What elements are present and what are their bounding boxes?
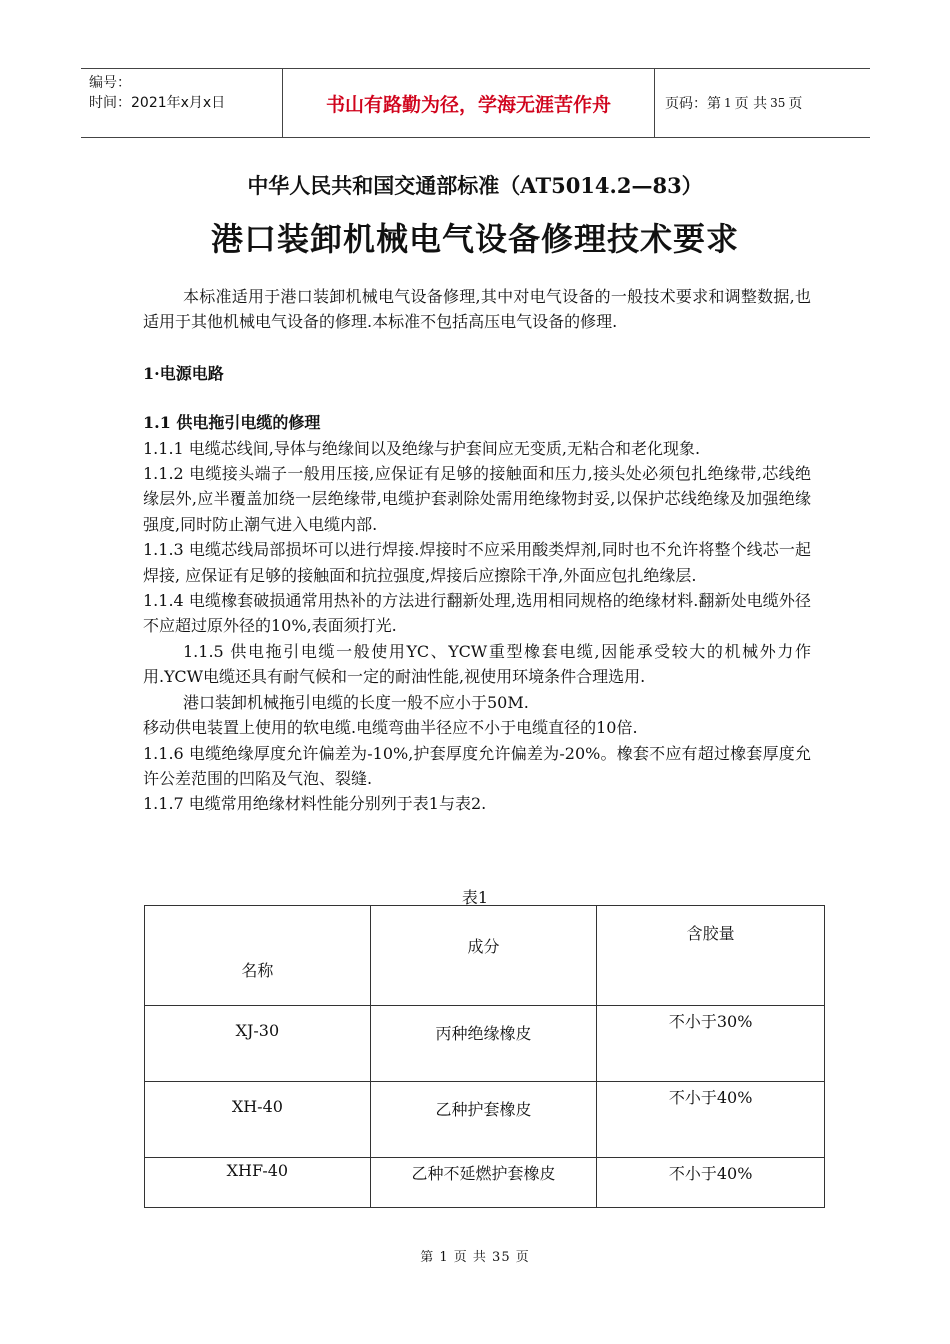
cell-name: XJ-30 [145, 1006, 371, 1082]
paragraph-1-1-5-bend: 移动供电装置上使用的软电缆.电缆弯曲半径应不小于电缆直径的10倍. [143, 718, 638, 738]
table-row [145, 1006, 825, 1082]
document-body [143, 284, 811, 817]
table-header-row [145, 906, 825, 1006]
cell-name: XHF-40 [145, 1158, 371, 1208]
page-footer: 第 1 页 共 35 页 [420, 1250, 530, 1265]
page-header [81, 68, 870, 138]
paragraph-1-1-7: 1.1.7 电缆常用绝缘材料性能分别列于表1与表2. [143, 794, 487, 814]
paragraph-1-1-3: 1.1.3 电缆芯线局部损坏可以进行焊接.焊接时不应采用酸类焊剂,同时也不允许将整个线芯一起焊接, 应保证有足够的接触面和抗拉强度,焊接后应擦除干净,外面应包扎绝缘层. [143, 540, 811, 585]
header-name: 名称 [145, 906, 371, 1006]
material-table [144, 905, 825, 1208]
header-page-mid: 页 共 [734, 96, 768, 112]
document-subtitle: 中华人民共和国交通部标准（AT5014.2—83） [247, 173, 703, 198]
cell-composition: 乙种不延燃护套橡皮 [370, 1158, 597, 1208]
header-number-label: 编号： [89, 75, 131, 91]
cell-rubber-content: 不小于30% [597, 1006, 825, 1082]
header-page-suffix: 页 [788, 96, 803, 112]
table-caption: 表1 [461, 888, 489, 907]
cell-composition: 丙种绝缘橡皮 [370, 1006, 597, 1082]
header-time-label: 时间：2021年x月x日 [89, 95, 226, 111]
paragraph-1-1-6: 1.1.6 电缆绝缘厚度允许偏差为-10%,护套厚度允许偏差为-20%。橡套不应有超过橡套厚度允许公差范围的凹陷及气泡、裂缝. [143, 743, 811, 788]
header-page-prefix: 页码：第 [665, 96, 721, 112]
paragraph-1-1-2: 1.1.2 电缆接头端子一般用压接,应保证有足够的接触面和压力,接头处必须包扎绝缘带,芯线绝缘层外,应半覆盖加绕一层绝缘带,电缆护套剥除处需用绝缘物封妥,以保护芯线绝缘及加强绝缘强度,同时防止潮气进入电缆内部. [143, 464, 811, 534]
header-page-total: 35 [770, 96, 786, 110]
header-rubber-content: 含胶量 [597, 906, 825, 1006]
section-heading-1: 1·电源电路 [143, 363, 224, 383]
cell-composition: 乙种护套橡皮 [370, 1082, 597, 1158]
paragraph-1-1-4: 1.1.4 电缆橡套破损通常用热补的方法进行翻新处理,选用相同规格的绝缘材料.翻新处电缆外径不应超过原外径的10%,表面须打光. [143, 591, 811, 636]
table-row [145, 1082, 825, 1158]
cell-rubber-content: 不小于40% [597, 1082, 825, 1158]
header-page-info [655, 69, 870, 137]
section-heading-1-1: 1.1 供电拖引电缆的修理 [143, 413, 321, 433]
paragraph-1-1-5-length: 港口装卸机械拖引电缆的长度一般不应小于50M. [183, 692, 529, 712]
paragraph-1-1-1: 1.1.1 电缆芯线间,导体与绝缘间以及绝缘与护套间应无变质,无粘合和老化现象. [143, 438, 701, 458]
cell-rubber-content: 不小于40% [597, 1158, 825, 1208]
document-title: 港口装卸机械电气设备修理技术要求 [210, 220, 739, 258]
paragraph-1-1-5: 1.1.5 供电拖引电缆一般使用YC、YCW重型橡套电缆,因能承受较大的机械外力作用.YCW电缆还具有耐气候和一定的耐油性能,视使用环境条件合理选用. [143, 641, 811, 687]
header-page-num: 1 [724, 96, 732, 110]
cell-name: XH-40 [145, 1082, 371, 1158]
intro-paragraph: 本标准适用于港口装卸机械电气设备修理,其中对电气设备的一般技术要求和调整数据,也适用于其他机械电气设备的修理.本标准不包括高压电气设备的修理. [143, 287, 811, 332]
header-meta-cell [81, 69, 283, 137]
header-composition: 成分 [370, 906, 597, 1006]
table-row [145, 1158, 825, 1208]
header-motto: 书山有路勤为径，学海无涯苦作舟 [283, 69, 655, 137]
